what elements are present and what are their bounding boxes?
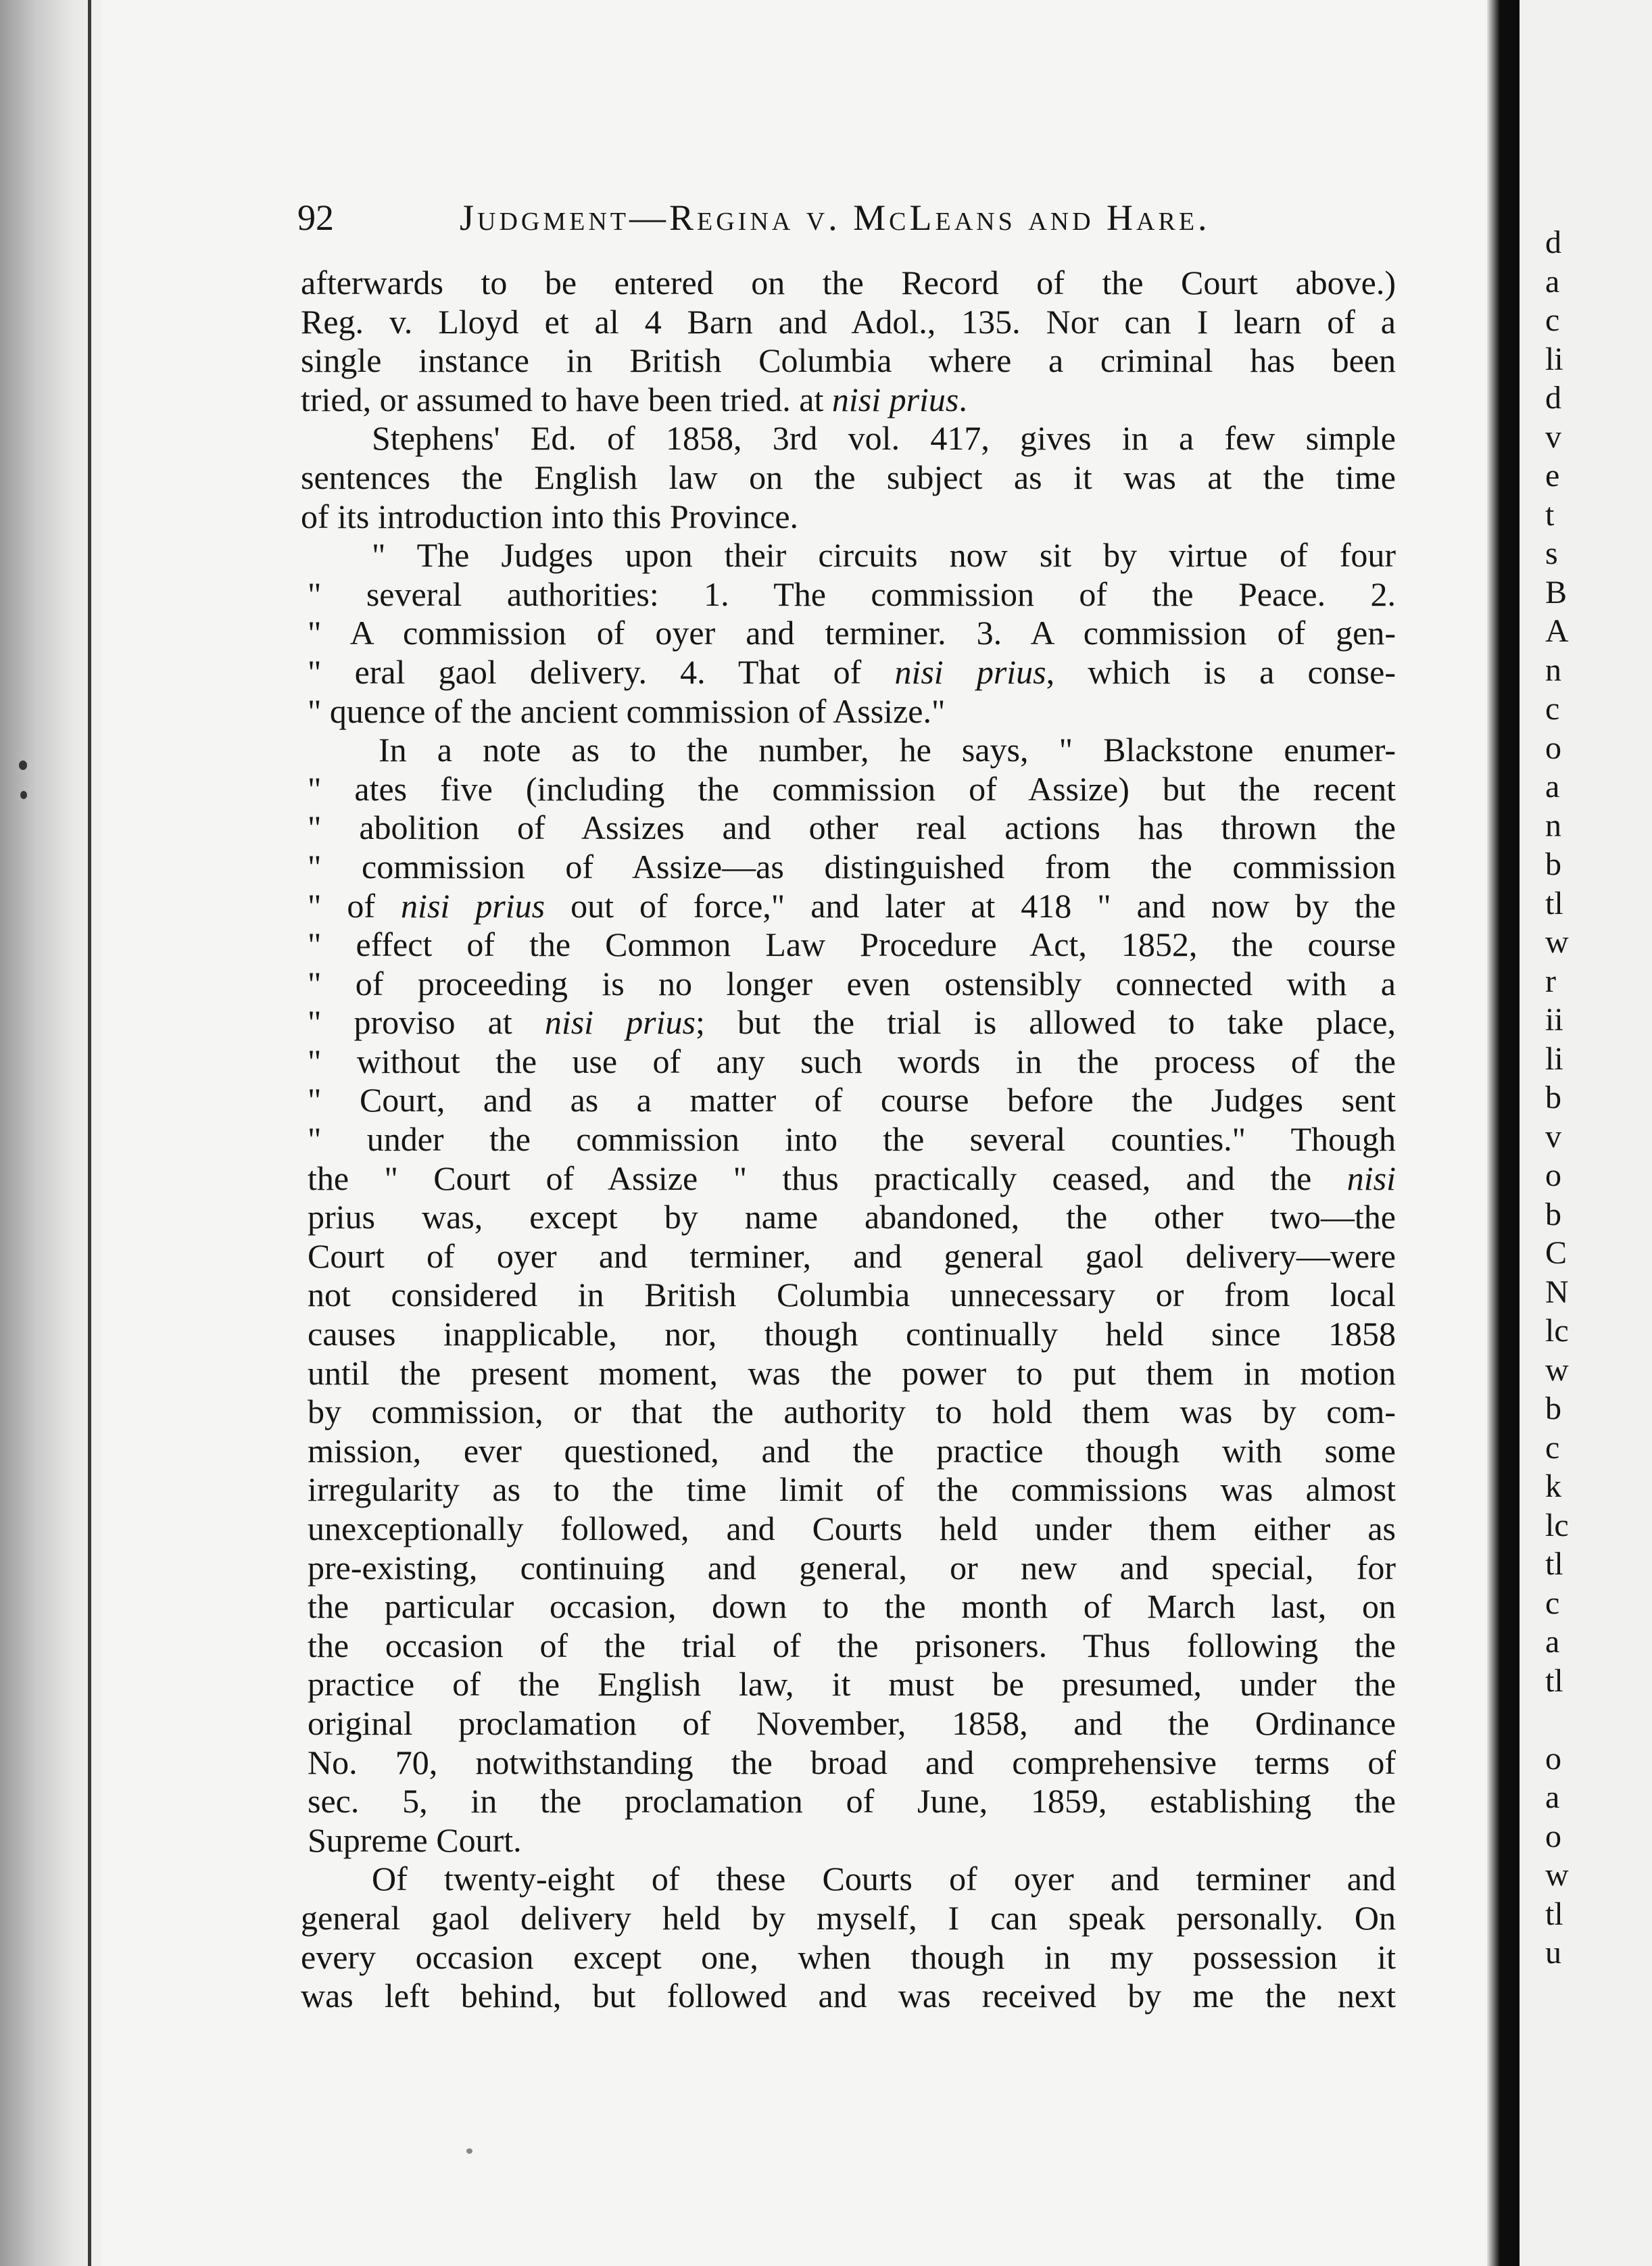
facing-page-fragment: li xyxy=(1545,341,1563,377)
text-line: causes inapplicable, nor, though continually held since 1858 xyxy=(308,1315,1396,1353)
facing-page-fragment: B xyxy=(1545,574,1568,610)
text-line: every occasion except one, when though in my possession it xyxy=(301,1937,1396,1976)
body-text xyxy=(301,264,1396,2016)
text-line: " under the commission into the several counties." Though xyxy=(308,1120,1396,1159)
page-number: 92 xyxy=(297,197,334,238)
facing-page-fragment: tl xyxy=(1545,1546,1563,1582)
text-line: " effect of the Common Law Procedure Act, 1852, the course xyxy=(308,925,1396,964)
text-line: Reg. v. Lloyd et al 4 Barn and Adol., 135. Nor can I learn of a xyxy=(301,302,1396,341)
facing-page-fragment: c xyxy=(1545,1429,1560,1466)
text-line: sec. 5, in the proclamation of June, 1859, establishing the xyxy=(308,1782,1396,1821)
facing-page-fragment: e xyxy=(1545,458,1560,493)
facing-page-fragment: o xyxy=(1545,1740,1561,1777)
text-line: " abolition of Assizes and other real actions has thrown the xyxy=(308,809,1396,847)
facing-page-fragment: u xyxy=(1545,1935,1561,1971)
text-line: " ates five (including the commission of Assize) but the recent xyxy=(308,769,1396,808)
text-line: Stephens' Ed. of 1858, 3rd vol. 417, gives in a few simple xyxy=(372,419,1396,458)
text-line: unexceptionally followed, and Courts held under them either as xyxy=(308,1510,1396,1547)
facing-page-fragment: d xyxy=(1545,380,1561,416)
text-line: No. 70, notwithstanding the broad and comprehensive terms of xyxy=(308,1743,1396,1781)
facing-page-fragment: li xyxy=(1545,1040,1563,1077)
facing-page-fragment xyxy=(1545,1700,1647,1739)
text-line: by commission, or that the authority to hold them was by com- xyxy=(308,1393,1396,1431)
facing-page-fragment: o xyxy=(1545,729,1561,766)
text-line: of its introduction into this Province. xyxy=(301,497,799,535)
text-line: not considered in British Columbia unnecessary or from local xyxy=(308,1276,1396,1314)
text-line: was left behind, but followed and was received by me the next xyxy=(301,1977,1396,2015)
text-line: the particular occasion, down to the month of March last, on xyxy=(308,1587,1396,1626)
facing-page-fragment: o xyxy=(1545,1157,1561,1193)
facing-page-fragment: a xyxy=(1545,769,1560,804)
page-header xyxy=(297,191,1406,245)
text-line: " The Judges upon their circuits now sit by virtue of four xyxy=(372,536,1396,575)
running-title: Judgment—Regina v. McLeans and Hare. xyxy=(460,197,1211,238)
facing-page-fragment: lc xyxy=(1545,1313,1569,1349)
facing-page-fragment: A xyxy=(1545,613,1569,649)
facing-page-fragment: w xyxy=(1545,924,1569,960)
text-line: Court of oyer and terminer, and general gaol delivery—were xyxy=(308,1236,1396,1275)
facing-page-fragment: w xyxy=(1545,1857,1569,1893)
text-line: " A commission of oyer and terminer. 3. A commission of gen- xyxy=(308,614,1396,652)
text-line: " without the use of any such words in the process of the xyxy=(308,1042,1396,1080)
text-line: irregularity as to the time limit of the commissions was almost xyxy=(308,1470,1396,1509)
facing-page-fragment: t xyxy=(1545,496,1555,533)
paper-speck xyxy=(19,761,27,770)
facing-page-fragment: N xyxy=(1545,1274,1569,1310)
facing-page-fragment: c xyxy=(1545,1585,1560,1621)
facing-page-fragment: a xyxy=(1545,1624,1560,1660)
text-line: sentences the English law on the subject as it was at the time xyxy=(301,458,1396,496)
text-line: until the present moment, was the power to put them in motion xyxy=(308,1353,1396,1392)
facing-page-fragment: a xyxy=(1545,263,1560,299)
facing-page-fragment: a xyxy=(1545,1779,1560,1815)
facing-page-fragment: tl xyxy=(1545,1662,1563,1699)
facing-page-fragment: c xyxy=(1545,302,1560,338)
text-line: " of nisi prius out of force," and later at 418 " and now by the xyxy=(308,886,1396,925)
text-line: practice of the English law, it must be presumed, under the xyxy=(308,1665,1396,1704)
facing-page-fragment: d xyxy=(1545,224,1561,260)
facing-page-fragment: w xyxy=(1545,1351,1569,1388)
text-line: original proclamation of November, 1858, and the Ordinance xyxy=(308,1704,1396,1742)
text-line: " commission of Assize—as distinguished from the commission xyxy=(308,847,1396,886)
text-line: the " Court of Assize " thus practically ceased, and the nisi xyxy=(308,1159,1396,1197)
text-line: mission, ever questioned, and the practice though with some xyxy=(308,1431,1396,1470)
facing-page-fragment: r xyxy=(1545,963,1556,999)
text-line: " quence of the ancient commission of Assize." xyxy=(308,692,946,730)
text-line: pre-existing, continuing and general, or new and special, for xyxy=(308,1548,1396,1587)
book-binding-shadow xyxy=(0,0,101,2266)
facing-page-fragment: n xyxy=(1545,652,1561,688)
text-line: Supreme Court. xyxy=(308,1821,522,1859)
text-line: single instance in British Columbia where a criminal has been xyxy=(301,341,1396,380)
facing-page-fragment: c xyxy=(1545,691,1560,727)
facing-page-fragment: v xyxy=(1545,1118,1561,1155)
text-line: " several authorities: 1. The commission of the Peace. 2. xyxy=(308,575,1396,613)
facing-page-fragment: b xyxy=(1545,1391,1561,1426)
text-line: " of proceeding is no longer even ostensibly connected with a xyxy=(308,964,1396,1003)
text-line: afterwards to be entered on the Record of the Court above.) xyxy=(301,264,1396,302)
text-line: " eral gaol delivery. 4. That of nisi prius, which is a conse- xyxy=(308,652,1396,691)
facing-page-fragment: ii xyxy=(1545,1002,1563,1038)
facing-page-fragment: b xyxy=(1545,846,1561,882)
page-gutter-shadow xyxy=(1487,0,1520,2266)
facing-page-fragment: s xyxy=(1545,535,1558,571)
text-line: tried, or assumed to have been tried. at nisi prius. xyxy=(301,380,967,418)
text-line: In a note as to the number, he says, " Blackstone enumer- xyxy=(379,731,1396,769)
facing-page-fragment: n xyxy=(1545,807,1561,844)
facing-page-fragment: C xyxy=(1545,1235,1568,1271)
text-line: Of twenty-eight of these Courts of oyer and terminer and xyxy=(372,1860,1396,1898)
facing-page-fragment: tl xyxy=(1545,1896,1563,1932)
facing-page-fragment: b xyxy=(1545,1080,1561,1115)
text-line: " proviso at nisi prius; but the trial is allowed to take place, xyxy=(308,1003,1396,1042)
paper-speck xyxy=(20,791,27,799)
facing-page-fragment: lc xyxy=(1545,1507,1569,1543)
facing-page-fragment: v xyxy=(1545,418,1561,455)
facing-page-fragment: k xyxy=(1545,1468,1561,1504)
text-line: prius was, except by name abandoned, the other two—the xyxy=(308,1198,1396,1236)
text-line: " Court, and as a matter of course before the Judges sent xyxy=(308,1081,1396,1119)
facing-page-fragment: b xyxy=(1545,1196,1561,1232)
paper-speck xyxy=(466,2148,472,2154)
binding-edge-line xyxy=(88,0,91,2266)
text-line: general gaol delivery held by myself, I can speak personally. On xyxy=(301,1898,1396,1937)
facing-page-fragment: tl xyxy=(1545,885,1563,921)
facing-page-fragment: o xyxy=(1545,1818,1561,1854)
facing-page-text xyxy=(1545,223,1647,1973)
text-line: the occasion of the trial of the prisoners. Thus following the xyxy=(308,1626,1396,1664)
